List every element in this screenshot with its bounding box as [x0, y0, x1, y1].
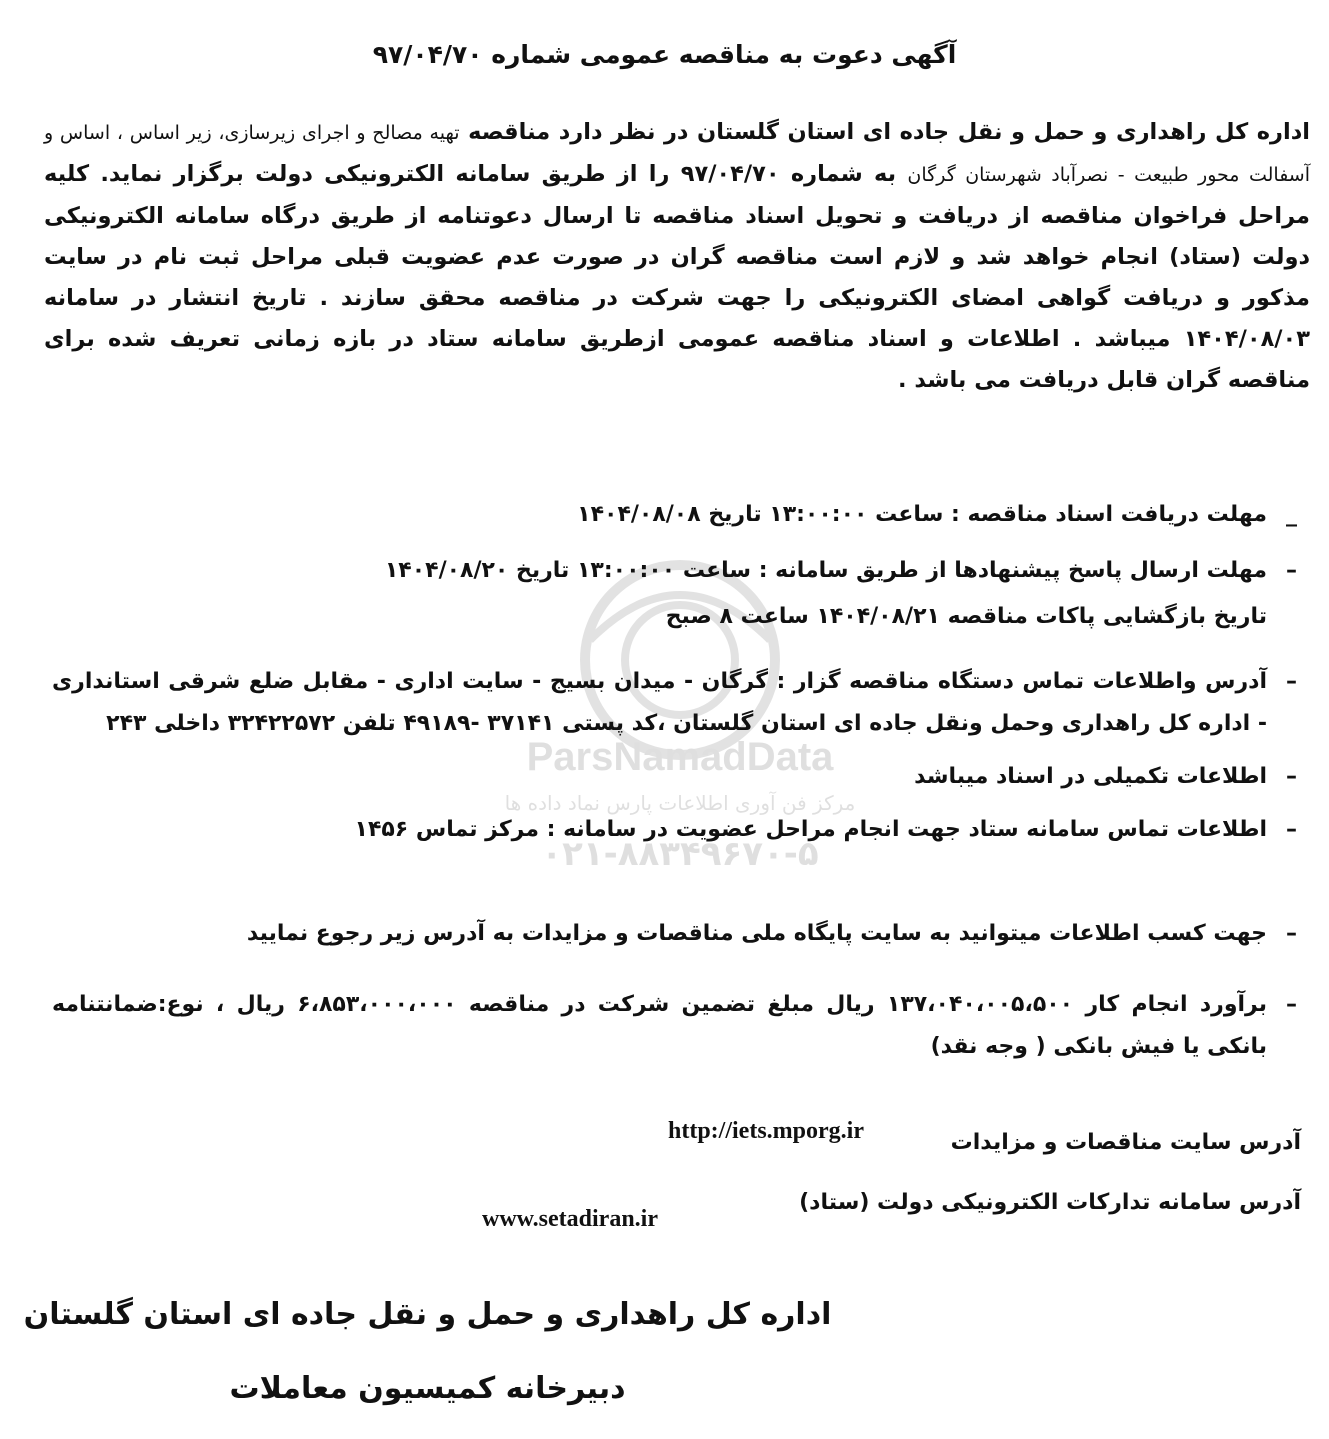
tenders-site-url[interactable]: http://iets.mporg.ir [668, 1118, 864, 1144]
list-item-text: مهلت دریافت اسناد مناقصه : ساعت ۱۳:۰۰:۰۰ تاریخ ۱۴۰۴/۰۸/۰۸ [577, 502, 1267, 527]
list-item-info-site [246, 913, 1297, 955]
list-item-text: برآورد انجام کار ۱۳۷،۰۴۰،۰۰۵،۵۰۰ ریال مبلغ تضمین شرکت در مناقصه ۶،۸۵۳،۰۰۰،۰۰۰ ریال ، نوع:ضمانتنامه بانکی یا فیش بانکی ( وجه نقد) [52, 992, 1267, 1059]
signature-organization: اداره کل راهداری و حمل و نقل جاده ای استان گلستان [23, 1297, 832, 1332]
list-item-opening-date [666, 596, 1267, 638]
list-item-bid-deadline [384, 550, 1297, 592]
list-item-text: آدرس واطلاعات تماس دستگاه مناقصه گزار : گرگان - میدان بسیج - سایت اداری - مقابل ضلع شرقی استانداری - اداره کل راهداری وحمل ونقل جاده ای استان گلستان ،کد پستی ۳۷۱۴۱ -۴۹۱۸۹ تلفن ۳۲۴۲۲۵۷۲ داخلی ۲۴۳ [52, 669, 1267, 736]
list-item-extra-info [914, 756, 1297, 798]
bullet-dash: _ [1286, 502, 1297, 527]
tenders-site-label: آدرس سایت مناقصات و مزایدات [950, 1130, 1301, 1155]
list-item-text: اطلاعات تماس سامانه ستاد جهت انجام مراحل عضویت در سامانه : مرکز تماس ۱۴۵۶ [354, 817, 1267, 842]
intro-part-3: به شماره ۹۷/۰۴/۷۰ را از طریق سامانه الکترونیکی دولت برگزار نماید. کلیه مراحل فراخوان مناقصه از دریافت و تحویل اسناد مناقصه تا ارسال دعوتنامه از طریق درگاه سامانه الکترونیکی دولت (ستاد) انجام خواهد شد و لازم است مناقصه گران در صورت عدم عضویت قبلی مراحل ثبت نام در سایت مذکور و دریافت گواهی امضای الکترونیکی را جهت شرکت در مناقصه محقق سازند . تاریخ انتشار در سامانه ۱۴۰۴/۰۸/۰۳ میباشد . اطلاعات و اسناد مناقصه عمومی ازطریق سامانه ستاد در بازه زمانی تعریف شده برای مناقصه گران قابل دریافت می باشد . [44, 161, 1310, 393]
bullet-dash: – [1286, 558, 1297, 583]
bullet-dash: – [1286, 817, 1297, 842]
setad-site-url[interactable]: www.setadiran.ir [482, 1206, 658, 1232]
list-item-setad-contact [354, 809, 1297, 851]
watermark-brand: ParsNamadData [526, 735, 834, 779]
bullet-dash: – [1286, 669, 1297, 694]
list-item-address [52, 661, 1297, 745]
watermark-tagline: مرکز فن آوری اطلاعات پارس نماد داده ها [504, 791, 856, 815]
watermark-phone: ۰۲۱-۸۸۳۴۹۶۷۰-۵ [541, 834, 819, 874]
notice-title: آگهی دعوت به مناقصه عمومی شماره ۹۷/۰۴/۷۰ [372, 40, 957, 69]
list-item-text: جهت کسب اطلاعات میتوانید به سایت پایگاه ملی مناقصات و مزایدات به آدرس زیر رجوع نمایید [246, 921, 1267, 946]
setad-site-label: آدرس سامانه تدارکات الکترونیکی دولت (ستاد) [799, 1190, 1301, 1215]
bullet-dash: – [1286, 921, 1297, 946]
intro-part-1: اداره کل راهداری و حمل و نقل جاده ای استان گلستان در نظر دارد مناقصه [468, 119, 1310, 145]
bullet-dash: – [1286, 992, 1297, 1017]
signature-department: دبیرخانه کمیسیون معاملات [229, 1371, 626, 1406]
intro-part-2: تهیه مصالح و اجرای زیرسازی، زیر اساس ، اساس و آسفالت محور طبیعت - نصرآباد شهرستان گرگان [44, 122, 1310, 186]
list-item-text: تاریخ بازگشایی پاکات مناقصه ۱۴۰۴/۰۸/۲۱ ساعت ۸ صبح [665, 604, 1267, 629]
list-item-estimate [52, 984, 1297, 1068]
bullet-dash: – [1286, 764, 1297, 789]
intro-paragraph [44, 112, 1310, 401]
list-item-text: اطلاعات تکمیلی در اسناد میباشد [914, 764, 1267, 789]
list-item-text: مهلت ارسال پاسخ پیشنهادها از طریق سامانه : ساعت ۱۳:۰۰:۰۰ تاریخ ۱۴۰۴/۰۸/۲۰ [384, 558, 1267, 583]
list-item-documents-deadline [577, 494, 1297, 536]
